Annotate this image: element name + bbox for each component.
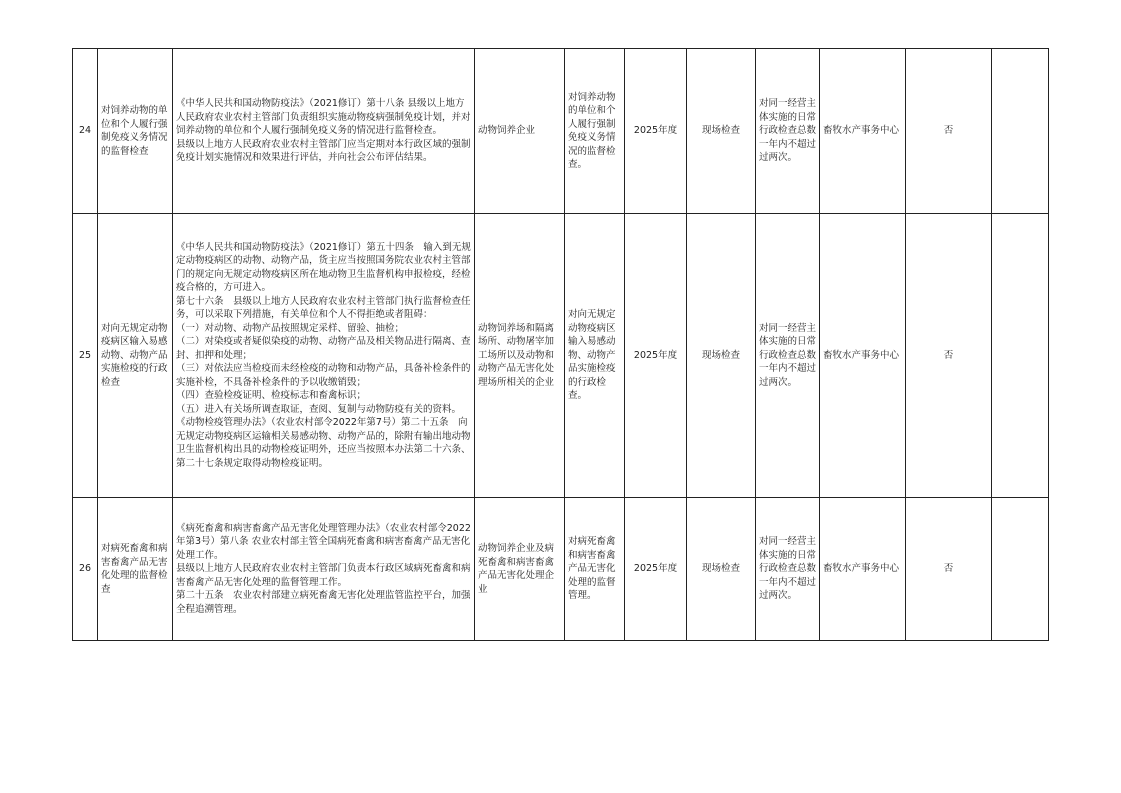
inspection-method: 现场检查 [687, 214, 756, 498]
table-row [73, 214, 1049, 498]
inspection-item-name: 对向无规定动物疫病区输入易感动物、动物产品实施检疫的行政检查 [98, 214, 173, 498]
remark [992, 498, 1049, 641]
inspection-frequency: 对同一经营主体实施的日常行政检查总数一年内不超过过两次。 [756, 498, 820, 641]
legal-basis-paragraph: 县级以上地方人民政府农业农村主管部门负责本行政区域病死畜禽和病害畜禽产品无害化处理的监督管理工作。 [176, 563, 471, 588]
inspection-frequency: 对同一经营主体实施的日常行政检查总数一年内不超过过两次。 [756, 214, 820, 498]
inspection-content: 对病死畜禽和病害畜禽产品无害化处理的监督管理。 [565, 498, 625, 641]
inspection-object: 动物饲养企业及病死畜禽和病害畜禽产品无害化处理企业 [475, 498, 565, 641]
inspection-content: 对饲养动物的单位和个人履行强制免疫义务情况的监督检查。 [565, 49, 625, 214]
remark [992, 214, 1049, 498]
legal-basis-paragraph: 县级以上地方人民政府农业农村主管部门应当定期对本行政区域的强制免疫计划实施情况和效果进行评估，并向社会公布评估结果。 [176, 138, 471, 164]
inspection-year: 2025年度 [625, 498, 687, 641]
legal-basis-paragraph: （五）进入有关场所调查取证，查阅、复制与动物防疫有关的资料。 [176, 403, 462, 415]
row-number: 26 [73, 498, 98, 641]
inspection-method: 现场检查 [687, 498, 756, 641]
inspection-item-name: 对饲养动物的单位和个人履行强制免疫义务情况的监督检查 [98, 49, 173, 214]
legal-basis-paragraph: （四）查验检疫证明、检疫标志和畜禽标识； [176, 390, 367, 402]
legal-basis-paragraph: （二）对染疫或者疑似染疫的动物、动物产品及相关物品进行隔离、查封、扣押和处理； [176, 336, 471, 361]
inspection-frequency: 对同一经营主体实施的日常行政检查总数一年内不超过过两次。 [756, 49, 820, 214]
legal-basis [173, 498, 475, 641]
row-number: 24 [73, 49, 98, 214]
legal-basis-paragraph: 《动物检疫管理办法》（农业农村部令2022年第7号）第二十五条 向无规定动物疫病区运输相关易感动物、动物产品的，除附有输出地动物卫生监督机构出具的动物检疫证明外，还应当按照本办法第二十六条、第二十七条规定取得动物检疫证明。 [176, 417, 471, 469]
inspection-item-name: 对病死畜禽和病害畜禽产品无害化处理的监督检查 [98, 498, 173, 641]
legal-basis-paragraph: 《中华人民共和国动物防疫法》（2021修订）第五十四条 输入到无规定动物疫病区的动物、动物产品，货主应当按照国务院农业农村主管部门的规定向无规定动物疫病区所在地动物卫生监督机构申报检疫，经检疫合格的，方可进入。 [176, 241, 471, 294]
legal-basis-paragraph: （一）对动物、动物产品按照规定采样、留验、抽检； [176, 322, 405, 334]
inspection-table [72, 48, 1049, 641]
row-number: 25 [73, 214, 98, 498]
remark [992, 49, 1049, 214]
table-row [73, 49, 1049, 214]
table-row [73, 498, 1049, 641]
legal-basis-paragraph: 《病死畜禽和病害畜禽产品无害化处理管理办法》（农业农村部令2022年第3号）第八条 农业农村部主管全国病死畜禽和病害畜禽产品无害化处理工作。 [176, 522, 471, 561]
responsible-department: 畜牧水产事务中心 [820, 498, 906, 641]
inspection-content: 对向无规定动物疫病区输入易感动物、动物产品实施检疫的行政检查。 [565, 214, 625, 498]
inspection-object: 动物饲养企业 [475, 49, 565, 214]
inspection-object: 动物饲养场和隔离场所、动物屠宰加工场所以及动物和动物产品无害化处理场所相关的企业 [475, 214, 565, 498]
responsible-department: 畜牧水产事务中心 [820, 214, 906, 498]
joint-inspection: 否 [906, 498, 992, 641]
legal-basis-paragraph: 第二十五条 农业农村部建立病死畜禽无害化处理监管监控平台，加强全程追溯管理。 [176, 590, 471, 615]
responsible-department: 畜牧水产事务中心 [820, 49, 906, 214]
legal-basis-paragraph: 《中华人民共和国动物防疫法》（2021修订）第十八条 县级以上地方人民政府农业农村主管部门负责组织实施动物疫病强制免疫计划，并对饲养动物的单位和个人履行强制免疫义务的情况进行监督检查。 [176, 98, 471, 137]
legal-basis [173, 214, 475, 498]
inspection-year: 2025年度 [625, 49, 687, 214]
legal-basis-paragraph: 第七十六条 县级以上地方人民政府农业农村主管部门执行监督检查任务，可以采取下列措施，有关单位和个人不得拒绝或者阻碍： [176, 295, 471, 321]
legal-basis-paragraph: （三）对依法应当检疫而未经检疫的动物和动物产品，具备补检条件的实施补检，不具备补检条件的予以收缴销毁； [176, 363, 471, 388]
legal-basis [173, 49, 475, 214]
inspection-method: 现场检查 [687, 49, 756, 214]
inspection-year: 2025年度 [625, 214, 687, 498]
joint-inspection: 否 [906, 49, 992, 214]
joint-inspection: 否 [906, 214, 992, 498]
